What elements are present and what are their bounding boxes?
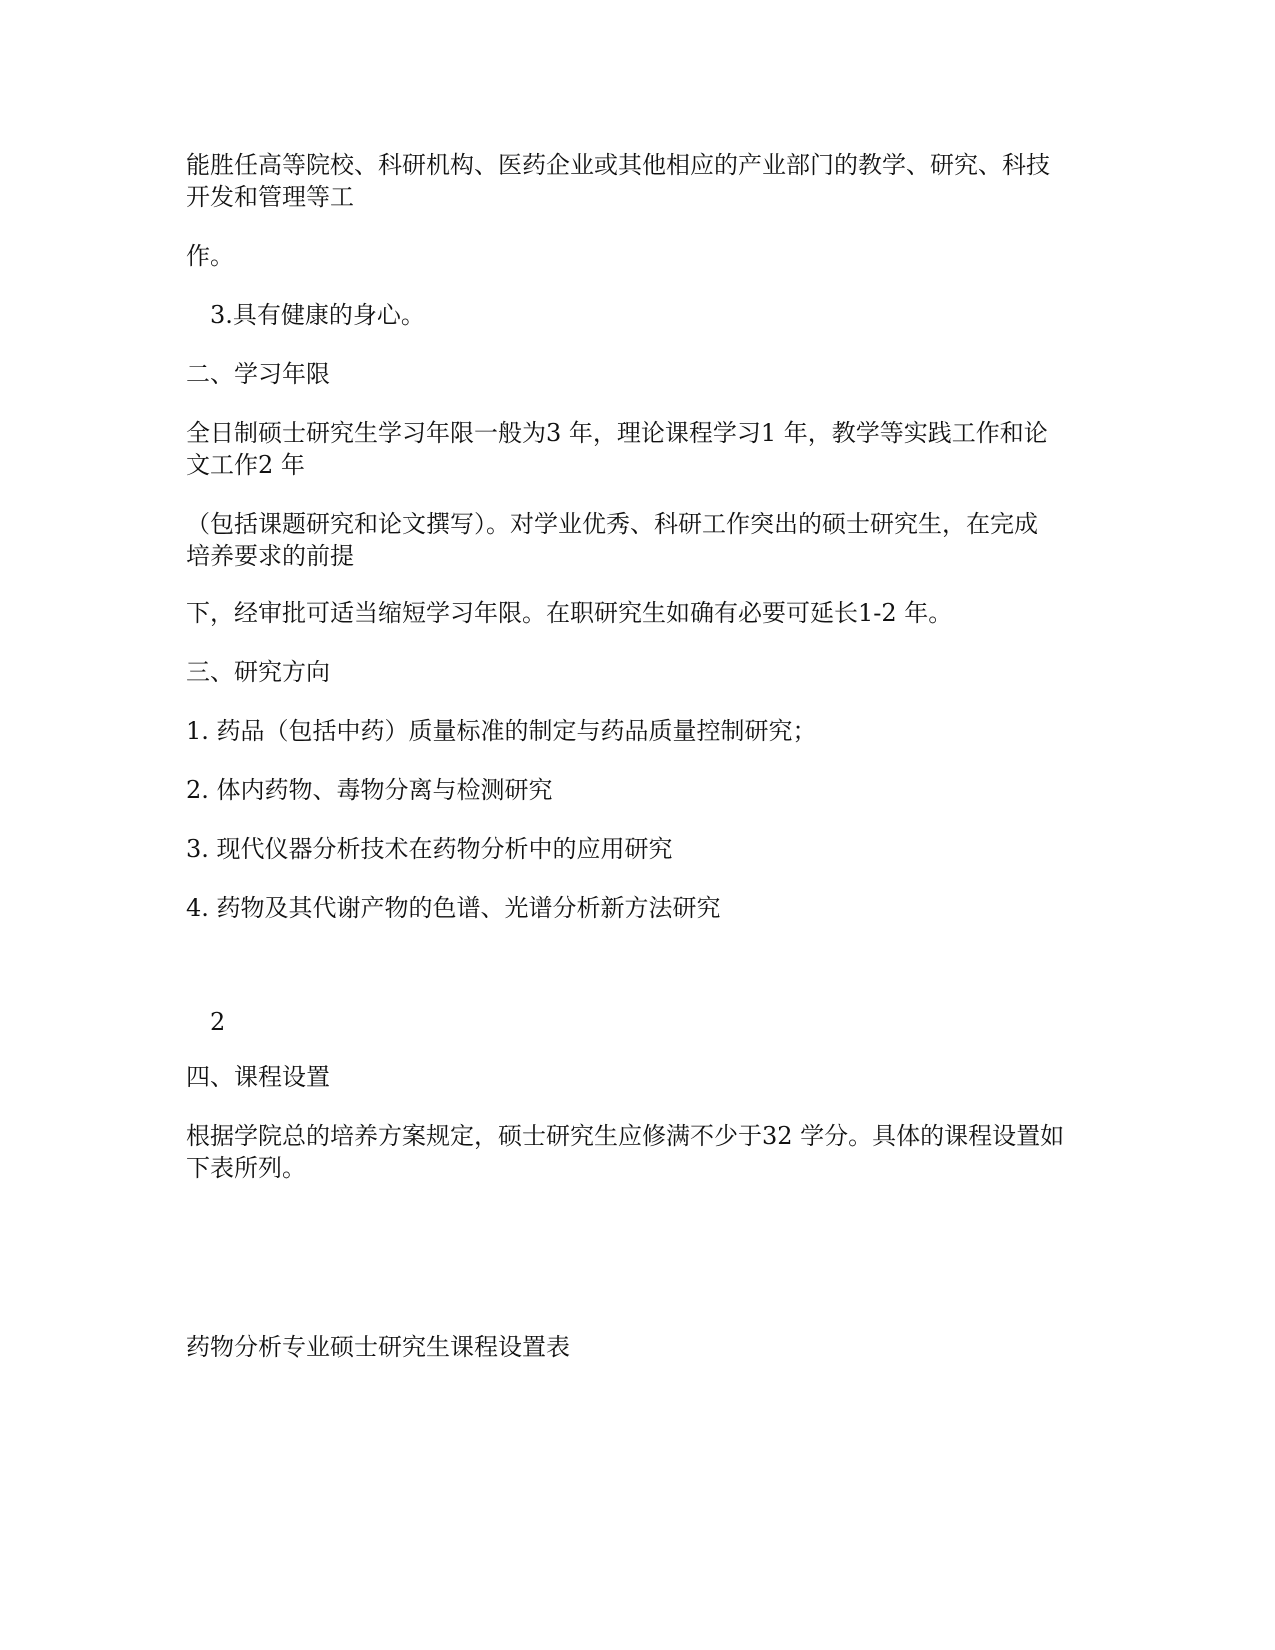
paragraph-line: 培养要求的前提 bbox=[186, 542, 354, 570]
list-item: 3. 现代仪器分析技术在药物分析中的应用研究 bbox=[186, 835, 673, 863]
section-heading: 四、课程设置 bbox=[186, 1063, 330, 1091]
paragraph-line: （包括课题研究和论文撰写）。对学业优秀、科研工作突出的硕士研究生，在完成 bbox=[186, 510, 1038, 538]
paragraph-line: 下，经审批可适当缩短学习年限。在职研究生如确有必要可延长1-2 年。 bbox=[186, 599, 953, 627]
list-item: 4. 药物及其代谢产物的色谱、光谱分析新方法研究 bbox=[186, 894, 721, 922]
paragraph-line: 全日制硕士研究生学习年限一般为3 年，理论课程学习1 年，教学等实践工作和论 bbox=[186, 419, 1048, 447]
paragraph-line: 能胜任高等院校、科研机构、医药企业或其他相应的产业部门的教学、研究、科技 bbox=[186, 151, 1050, 179]
section-heading: 三、研究方向 bbox=[186, 658, 330, 686]
list-item: 3.具有健康的身心。 bbox=[210, 301, 425, 329]
paragraph-line: 开发和管理等工 bbox=[186, 183, 354, 211]
paragraph-line: 根据学院总的培养方案规定，硕士研究生应修满不少于32 学分。具体的课程设置如 bbox=[186, 1122, 1065, 1150]
paragraph-line: 作。 bbox=[186, 242, 234, 270]
table-title: 药物分析专业硕士研究生课程设置表 bbox=[186, 1333, 570, 1361]
list-item: 1. 药品（包括中药）质量标准的制定与药品质量控制研究； bbox=[186, 717, 817, 745]
list-item: 2. 体内药物、毒物分离与检测研究 bbox=[186, 776, 553, 804]
page-number: 2 bbox=[210, 1008, 226, 1036]
paragraph-line: 文工作2 年 bbox=[186, 451, 305, 479]
section-heading: 二、学习年限 bbox=[186, 360, 330, 388]
paragraph-line: 下表所列。 bbox=[186, 1154, 306, 1182]
